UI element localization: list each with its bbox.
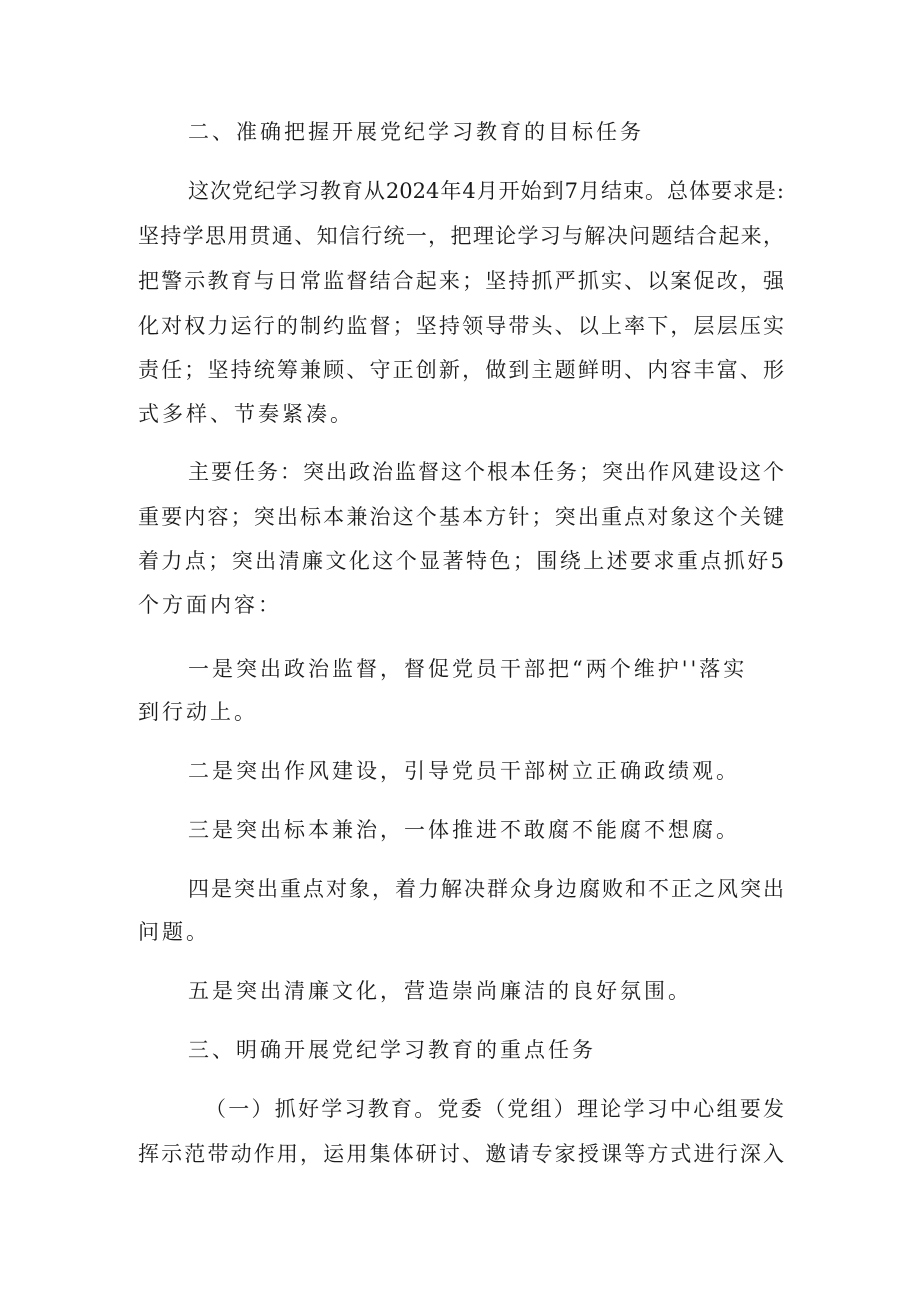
paragraph-2-line-2: 重要内容；突出标本兼治这个基本方针；突出重点对象这个关键 bbox=[138, 505, 784, 529]
list-item-3: 三是突出标本兼治，一体推进不敢腐不能腐不想腐。 bbox=[188, 818, 740, 842]
paragraph-2-line-1: 主要任务：突出政治监督这个根本任务；突出作风建设这个 bbox=[188, 460, 784, 484]
paragraph-1-line-6: 式多样、节奏紧凑。 bbox=[138, 402, 354, 426]
paragraph-1-line-5: 责任；坚持统筹兼顾、守正创新，做到主题鲜明、内容丰富、形 bbox=[138, 358, 784, 382]
paragraph-1-line-2: 坚持学思用贯通、知信行统一，把理论学习与解决问题结合起来， bbox=[138, 224, 784, 248]
list-item-1-line-1: 一是突出政治监督，督促党员干部把“两个维护''落实 bbox=[188, 657, 748, 681]
paragraph-1-line-3: 把警示教育与日常监督结合起来；坚持抓严抓实、以案促改，强 bbox=[138, 269, 784, 293]
paragraph-2-line-3: 着力点；突出清廉文化这个显著特色；围绕上述要求重点抓好5 bbox=[138, 549, 784, 573]
paragraph-1-line-4: 化对权力运行的制约监督；坚持领导带头、以上率下，层层压实 bbox=[138, 314, 784, 338]
list-item-4-line-1: 四是突出重点对象，着力解决群众身边腐败和不正之风突出 bbox=[188, 877, 784, 901]
list-item-4-line-2: 问题。 bbox=[138, 920, 210, 944]
list-item-2: 二是突出作风建设，引导党员干部树立正确政绩观。 bbox=[188, 759, 740, 783]
paragraph-3-line-2: 挥示范带动作用，运用集体研讨、邀请专家授课等方式进行深入 bbox=[138, 1142, 784, 1166]
section-heading-2: 二、准确把握开展党纪学习教育的目标任务 bbox=[188, 120, 644, 144]
list-item-1-line-2: 到行动上。 bbox=[138, 700, 258, 724]
paragraph-2-line-4: 个方面内容： bbox=[138, 593, 282, 617]
list-item-5: 五是突出清廉文化，营造崇尚廉洁的良好氛围。 bbox=[188, 979, 692, 1003]
section-heading-3: 三、明确开展党纪学习教育的重点任务 bbox=[188, 1038, 596, 1062]
paragraph-1-line-1: 这次党纪学习教育从2024年4月开始到7月结束。总体要求是: bbox=[188, 179, 784, 203]
paragraph-3-line-1: （一）抓好学习教育。党委（党组）理论学习中心组要发 bbox=[205, 1097, 784, 1121]
